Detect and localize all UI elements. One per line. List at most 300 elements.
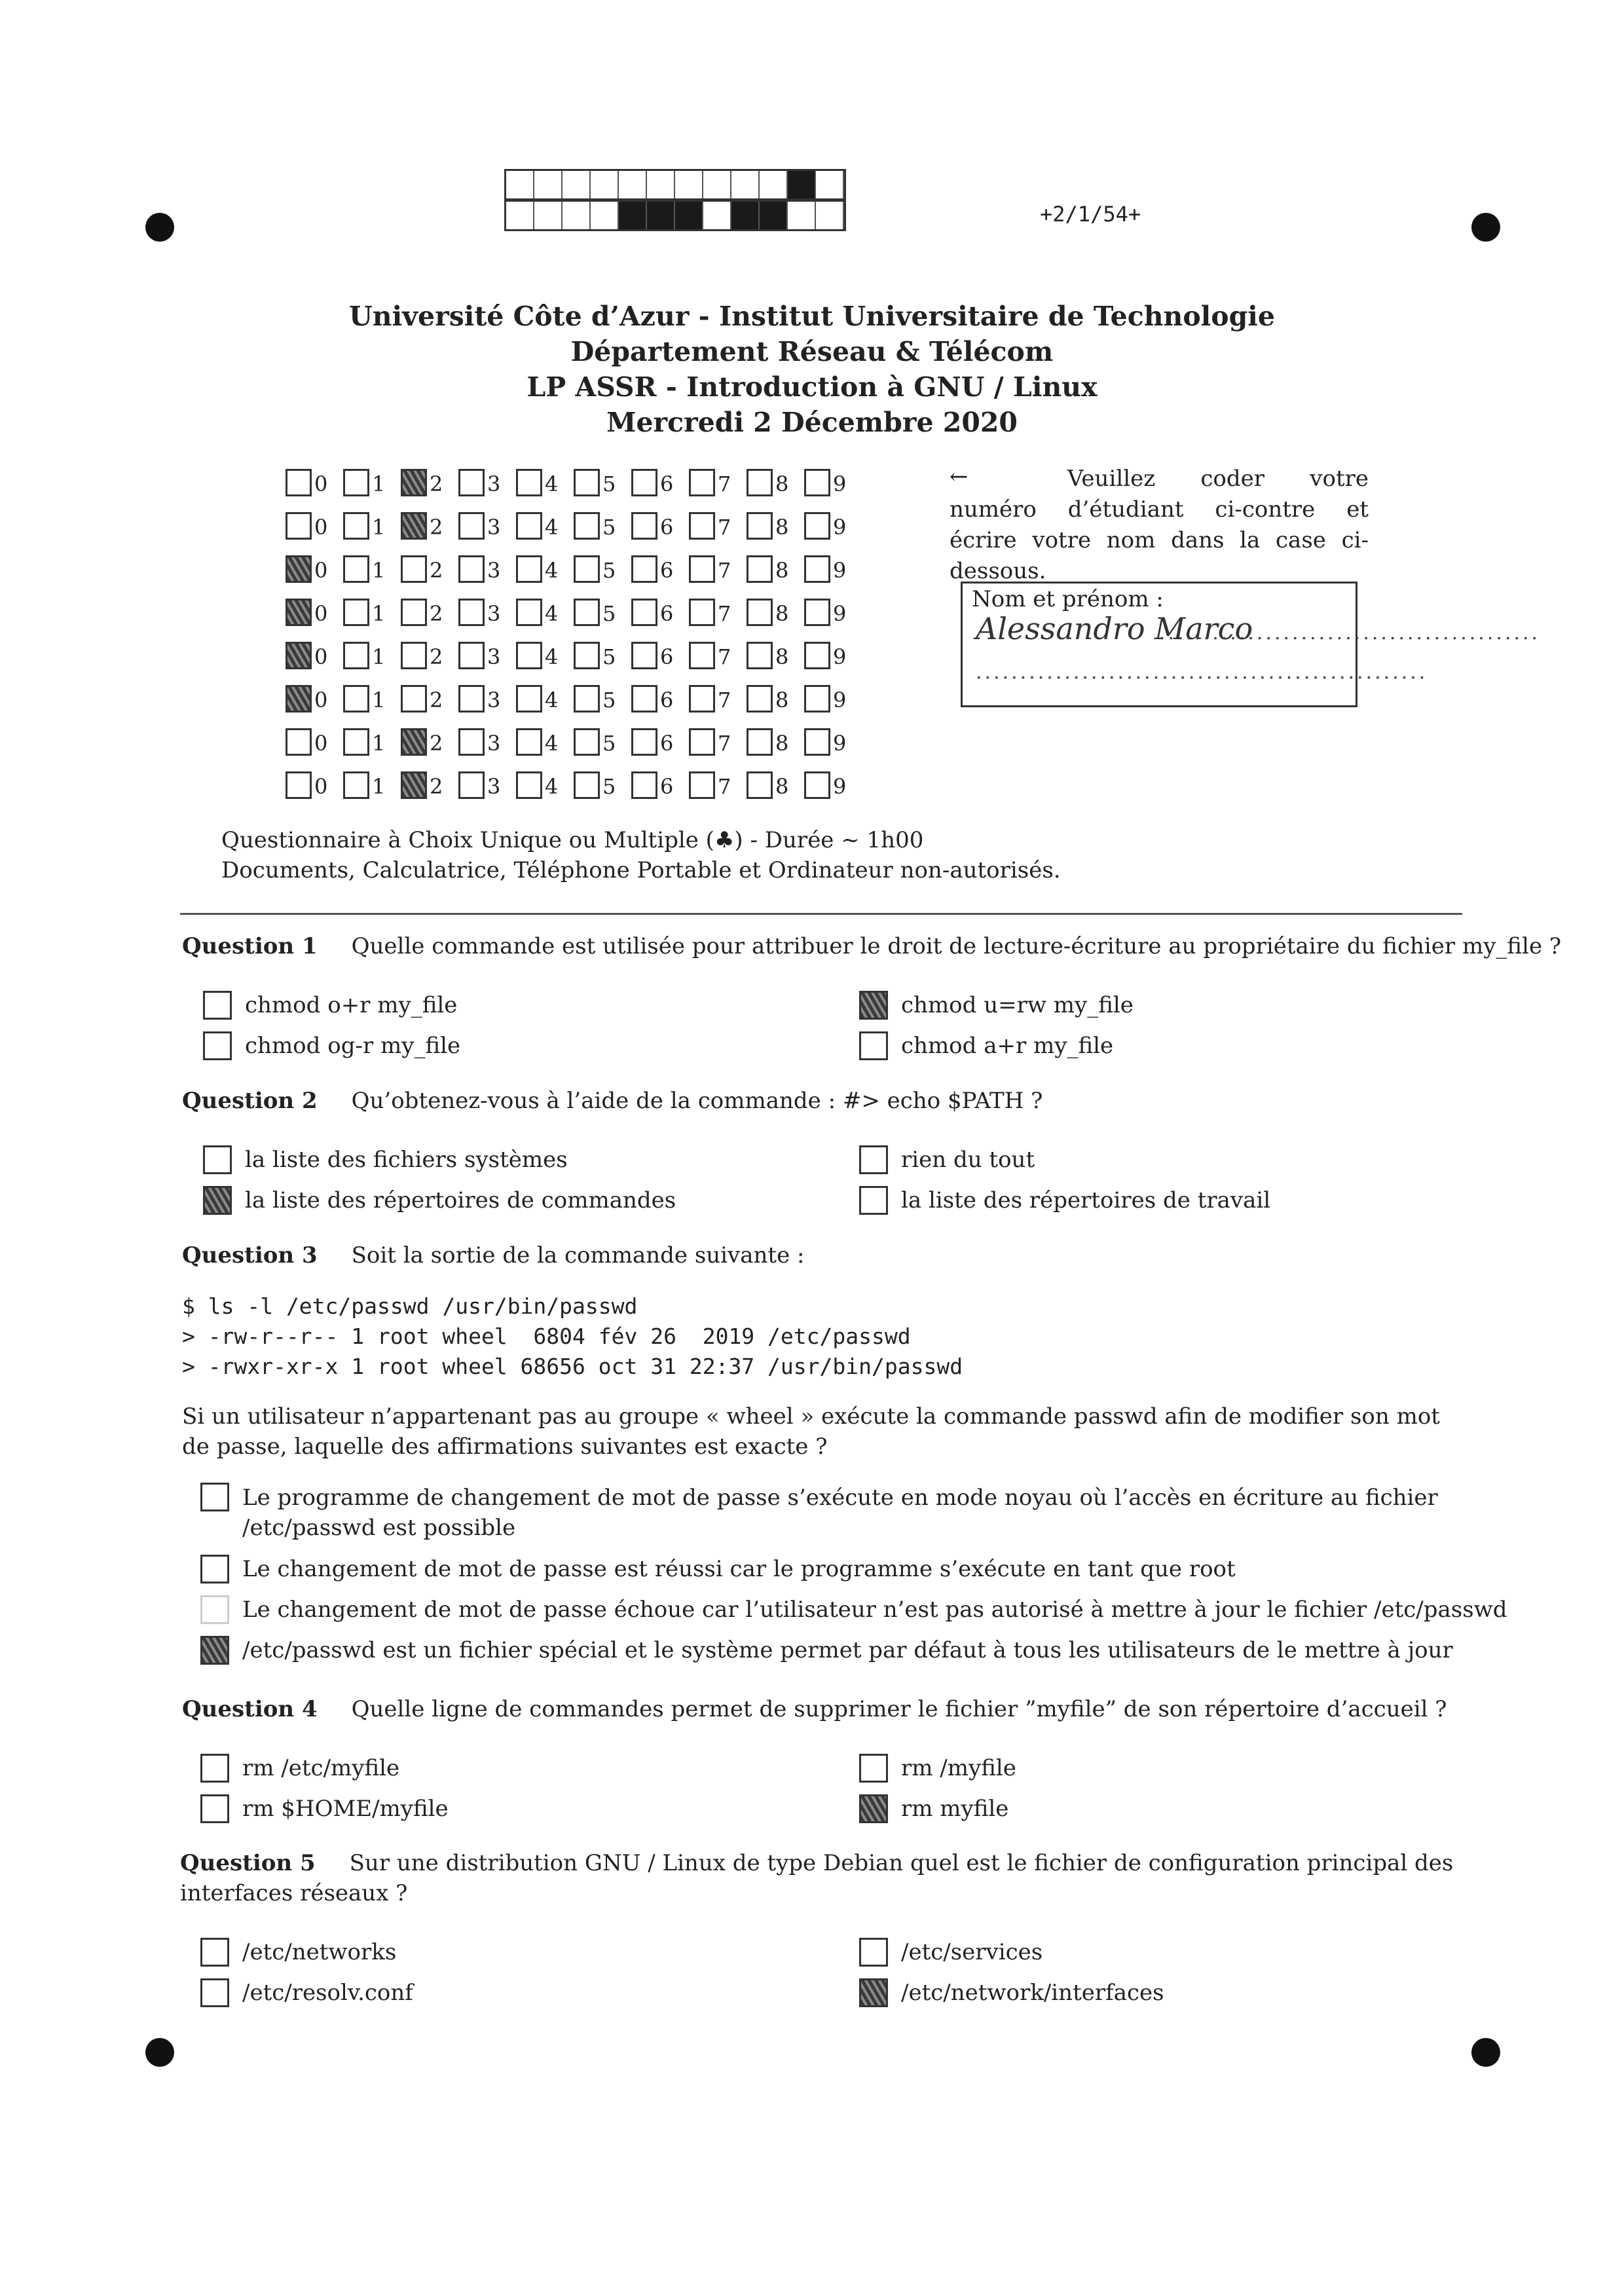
- intro-line-1: Questionnaire à Choix Unique ou Multiple (♣) - Durée ~ 1h00: [221, 827, 924, 853]
- id-digit-label: 2: [430, 688, 443, 713]
- id-checkbox[interactable]: [747, 469, 773, 496]
- id-checkbox[interactable]: [458, 728, 485, 756]
- id-checkbox[interactable]: [516, 599, 542, 626]
- id-digit-cell[interactable]: [401, 635, 458, 669]
- id-checkbox[interactable]: [343, 728, 369, 756]
- id-digit-cell[interactable]: [631, 765, 689, 799]
- id-digit-label: 1: [372, 558, 386, 583]
- q3-option-3[interactable]: [200, 1595, 1507, 1625]
- id-checkbox[interactable]: [343, 685, 369, 713]
- question-2-text: Qu’obtenez-vous à l’aide de la commande : #> echo $PATH ?: [351, 1088, 1043, 1114]
- id-digit-label: 9: [833, 515, 847, 540]
- id-digit-cell[interactable]: [689, 678, 747, 713]
- q5-option-3[interactable]: [859, 1937, 1043, 1967]
- id-digit-cell[interactable]: [401, 506, 458, 540]
- id-checkbox[interactable]: [516, 512, 542, 540]
- id-digit-label: 8: [775, 688, 789, 713]
- id-digit-label: 5: [602, 774, 616, 799]
- id-digit-cell[interactable]: [747, 765, 804, 799]
- id-digit-cell[interactable]: [574, 592, 631, 626]
- q1-option-4[interactable]: [859, 1031, 1113, 1061]
- code-line-3: > -rwxr-xr-x 1 root wheel 68656 oct 31 22:37 /usr/bin/passwd: [182, 1354, 963, 1379]
- id-digit-label: 7: [718, 644, 731, 669]
- id-digit-cell[interactable]: [516, 506, 574, 540]
- id-digit-cell[interactable]: [516, 635, 574, 669]
- id-digit-label: 1: [372, 774, 386, 799]
- barcode-top: [504, 169, 846, 200]
- id-digit-cell[interactable]: [804, 765, 862, 799]
- q5-option-4[interactable]: [859, 1978, 1164, 2008]
- id-digit-cell[interactable]: [804, 678, 862, 713]
- checkbox[interactable]: [203, 1145, 232, 1174]
- divider: [180, 913, 1462, 915]
- id-checkbox[interactable]: [747, 728, 773, 756]
- option-text: chmod og-r my_file: [245, 1033, 461, 1059]
- id-checkbox[interactable]: [516, 728, 542, 756]
- id-checkbox[interactable]: [458, 685, 485, 713]
- id-digit-cell[interactable]: [401, 592, 458, 626]
- id-digit-cell[interactable]: [286, 635, 343, 669]
- q3-option-1[interactable]: [200, 1483, 1467, 1543]
- id-digit-cell[interactable]: [401, 765, 458, 799]
- id-digit-cell[interactable]: [747, 722, 804, 756]
- id-digit-label: 8: [775, 644, 789, 669]
- option-text: rien du tout: [901, 1147, 1035, 1173]
- id-digit-cell[interactable]: [689, 635, 747, 669]
- id-digit-label: 3: [487, 774, 501, 799]
- option-text: Le changement de mot de passe échoue car l’utilisateur n’est pas autorisé à mettre à jour le fichier /etc/passwd: [242, 1597, 1507, 1623]
- checkbox[interactable]: [859, 1938, 888, 1967]
- id-row-2: [286, 506, 862, 540]
- id-checkbox[interactable]: [343, 469, 369, 496]
- id-checkbox[interactable]: [747, 642, 773, 669]
- id-checkbox[interactable]: [631, 599, 657, 626]
- registration-mark-bottom-left: [145, 2038, 174, 2067]
- id-checkbox[interactable]: [631, 512, 657, 540]
- id-checkbox[interactable]: [631, 728, 657, 756]
- id-digit-label: 9: [833, 644, 847, 669]
- id-digit-cell[interactable]: [286, 549, 343, 583]
- question-2: [182, 1086, 1043, 1116]
- id-checkbox[interactable]: [747, 685, 773, 713]
- id-checkbox[interactable]: [458, 599, 485, 626]
- id-checkbox[interactable]: [401, 555, 427, 583]
- id-checkbox[interactable]: [631, 685, 657, 713]
- id-row-3: [286, 549, 862, 583]
- checkbox[interactable]: [859, 1186, 888, 1215]
- q1-option-1[interactable]: [203, 990, 457, 1020]
- id-digit-cell[interactable]: [804, 635, 862, 669]
- id-digit-cell[interactable]: [343, 506, 401, 540]
- id-checkbox[interactable]: [574, 512, 600, 540]
- id-digit-label: 3: [487, 601, 501, 626]
- id-digit-cell[interactable]: [804, 592, 862, 626]
- question-5: [180, 1848, 1465, 1908]
- name-box: [961, 582, 1541, 707]
- id-checkbox[interactable]: [689, 642, 715, 669]
- id-digit-label: 4: [545, 515, 559, 540]
- id-checkbox[interactable]: [804, 642, 830, 669]
- checkbox[interactable]: [203, 991, 232, 1020]
- id-digit-label: 3: [487, 731, 501, 756]
- id-digit-cell[interactable]: [286, 678, 343, 713]
- checkbox[interactable]: [200, 1978, 229, 2007]
- id-digit-label: 6: [660, 774, 674, 799]
- id-digit-label: 7: [718, 688, 731, 713]
- id-checkbox[interactable]: [286, 469, 312, 496]
- id-digit-cell[interactable]: [631, 678, 689, 713]
- id-digit-cell[interactable]: [631, 462, 689, 496]
- id-checkbox[interactable]: [804, 555, 830, 583]
- id-checkbox[interactable]: [631, 642, 657, 669]
- id-digit-label: 4: [545, 472, 559, 496]
- id-digit-cell[interactable]: [689, 462, 747, 496]
- id-digit-label: 2: [430, 472, 443, 496]
- id-checkbox[interactable]: [574, 555, 600, 583]
- checkbox[interactable]: [859, 1754, 888, 1783]
- id-checkbox[interactable]: [516, 469, 542, 496]
- id-checkbox-checked[interactable]: [286, 599, 312, 626]
- q2-option-2[interactable]: [203, 1185, 676, 1215]
- id-checkbox[interactable]: [574, 599, 600, 626]
- id-checkbox[interactable]: [401, 642, 427, 669]
- id-digit-cell[interactable]: [401, 462, 458, 496]
- option-text: chmod a+r my_file: [901, 1033, 1114, 1059]
- id-digit-cell[interactable]: [343, 722, 401, 756]
- question-4-text: Quelle ligne de commandes permet de supprimer le fichier ”myfile” de son répertoire d’accueil ?: [351, 1696, 1447, 1722]
- id-checkbox[interactable]: [286, 771, 312, 799]
- id-digit-cell[interactable]: [343, 765, 401, 799]
- id-digit-label: 3: [487, 515, 501, 540]
- id-digit-cell[interactable]: [574, 462, 631, 496]
- id-digit-cell[interactable]: [574, 765, 631, 799]
- question-1-label: Question 1: [182, 933, 318, 959]
- question-3-prompt: Si un utilisateur n’appartenant pas au groupe « wheel » exécute la commande passwd afin de modifier son mot de passe, laquelle des affirmations suivantes est exacte ?: [182, 1403, 1440, 1460]
- id-checkbox[interactable]: [458, 642, 485, 669]
- id-checkbox[interactable]: [401, 685, 427, 713]
- q5-option-2[interactable]: [200, 1978, 413, 2008]
- id-digit-label: 8: [775, 472, 789, 496]
- id-digit-label: 7: [718, 731, 731, 756]
- id-digit-cell[interactable]: [286, 722, 343, 756]
- id-checkbox[interactable]: [458, 771, 485, 799]
- id-digit-cell[interactable]: [343, 549, 401, 583]
- id-checkbox[interactable]: [804, 728, 830, 756]
- q2-option-1[interactable]: [203, 1145, 568, 1175]
- option-text: /etc/networks: [242, 1939, 397, 1965]
- id-digit-cell[interactable]: [343, 592, 401, 626]
- id-row-1: [286, 462, 862, 496]
- checkbox[interactable]: [859, 1145, 888, 1174]
- id-digit-cell[interactable]: [343, 678, 401, 713]
- id-checkbox-checked[interactable]: [286, 685, 312, 713]
- id-digit-label: 4: [545, 731, 559, 756]
- id-checkbox[interactable]: [689, 685, 715, 713]
- id-digit-cell[interactable]: [804, 549, 862, 583]
- id-checkbox-checked[interactable]: [401, 512, 427, 540]
- id-digit-label: 4: [545, 774, 559, 799]
- header-university: Université Côte d’Azur - Institut Universitaire de Technologie: [349, 301, 1275, 332]
- id-digit-label: 9: [833, 472, 847, 496]
- id-checkbox[interactable]: [343, 512, 369, 540]
- id-digit-label: 5: [602, 601, 616, 626]
- checkbox[interactable]: [200, 1794, 229, 1823]
- id-checkbox[interactable]: [516, 555, 542, 583]
- id-digit-label: 2: [430, 774, 443, 799]
- id-digit-cell[interactable]: [631, 506, 689, 540]
- id-checkbox[interactable]: [689, 469, 715, 496]
- id-checkbox[interactable]: [343, 642, 369, 669]
- id-digit-cell[interactable]: [804, 506, 862, 540]
- id-digit-cell[interactable]: [804, 722, 862, 756]
- id-checkbox-checked[interactable]: [401, 469, 427, 496]
- id-digit-cell[interactable]: [747, 678, 804, 713]
- id-digit-cell[interactable]: [747, 592, 804, 626]
- id-digit-cell[interactable]: [516, 549, 574, 583]
- id-digit-cell[interactable]: [516, 462, 574, 496]
- id-checkbox[interactable]: [286, 728, 312, 756]
- id-checkbox[interactable]: [689, 771, 715, 799]
- option-text: chmod u=rw my_file: [901, 992, 1134, 1018]
- id-checkbox-checked[interactable]: [401, 728, 427, 756]
- id-digit-label: 6: [660, 644, 674, 669]
- checkbox-checked[interactable]: [859, 1978, 888, 2007]
- checkbox[interactable]: [859, 1031, 888, 1060]
- id-digit-cell[interactable]: [747, 506, 804, 540]
- id-digit-cell[interactable]: [286, 462, 343, 496]
- id-digit-cell[interactable]: [747, 635, 804, 669]
- question-4-label: Question 4: [182, 1696, 318, 1722]
- checkbox-checked[interactable]: [859, 1794, 888, 1823]
- id-checkbox[interactable]: [689, 555, 715, 583]
- q4-option-2[interactable]: [200, 1794, 449, 1824]
- id-digit-cell[interactable]: [689, 549, 747, 583]
- id-digit-cell[interactable]: [631, 722, 689, 756]
- id-digit-label: 8: [775, 601, 789, 626]
- id-digit-label: 3: [487, 558, 501, 583]
- id-digit-label: 4: [545, 558, 559, 583]
- id-digit-cell[interactable]: [631, 635, 689, 669]
- checkbox[interactable]: [200, 1483, 229, 1511]
- id-checkbox-checked[interactable]: [286, 642, 312, 669]
- id-checkbox[interactable]: [401, 599, 427, 626]
- id-checkbox[interactable]: [343, 599, 369, 626]
- registration-mark-top-right: [1471, 213, 1500, 242]
- id-checkbox[interactable]: [804, 512, 830, 540]
- id-digit-cell[interactable]: [747, 462, 804, 496]
- id-digit-label: 2: [430, 601, 443, 626]
- id-digit-cell[interactable]: [458, 635, 516, 669]
- checkbox-checked[interactable]: [203, 1186, 232, 1215]
- id-checkbox[interactable]: [516, 771, 542, 799]
- id-digit-label: 4: [545, 601, 559, 626]
- id-digit-cell[interactable]: [401, 722, 458, 756]
- id-checkbox[interactable]: [574, 642, 600, 669]
- id-digit-label: 5: [602, 688, 616, 713]
- id-digit-cell[interactable]: [458, 462, 516, 496]
- question-5-label: Question 5: [180, 1850, 316, 1876]
- id-digit-label: 7: [718, 558, 731, 583]
- id-digit-cell[interactable]: [286, 592, 343, 626]
- id-digit-label: 7: [718, 774, 731, 799]
- id-digit-cell[interactable]: [286, 506, 343, 540]
- id-checkbox[interactable]: [574, 728, 600, 756]
- id-digit-cell[interactable]: [343, 635, 401, 669]
- checkbox[interactable]: [200, 1754, 229, 1783]
- checkbox-checked[interactable]: [200, 1636, 229, 1665]
- checkbox[interactable]: [203, 1031, 232, 1060]
- id-digit-cell[interactable]: [574, 635, 631, 669]
- question-3-text: Soit la sortie de la commande suivante :: [351, 1242, 805, 1268]
- id-checkbox[interactable]: [574, 685, 600, 713]
- id-digit-cell[interactable]: [516, 722, 574, 756]
- header-date: Mercredi 2 Décembre 2020: [606, 407, 1018, 438]
- id-checkbox[interactable]: [747, 599, 773, 626]
- q4-option-1[interactable]: [200, 1753, 399, 1783]
- id-digit-label: 1: [372, 731, 386, 756]
- id-digit-cell[interactable]: [343, 462, 401, 496]
- id-digit-label: 1: [372, 644, 386, 669]
- id-digit-cell[interactable]: [458, 722, 516, 756]
- id-checkbox[interactable]: [804, 469, 830, 496]
- id-digit-label: 5: [602, 558, 616, 583]
- q2-option-3[interactable]: [859, 1145, 1035, 1175]
- id-digit-cell[interactable]: [401, 549, 458, 583]
- option-text: /etc/resolv.conf: [242, 1980, 413, 2006]
- id-checkbox-checked[interactable]: [286, 555, 312, 583]
- id-digit-label: 8: [775, 515, 789, 540]
- id-checkbox[interactable]: [458, 555, 485, 583]
- id-checkbox[interactable]: [804, 685, 830, 713]
- id-digit-cell[interactable]: [574, 678, 631, 713]
- id-digit-cell[interactable]: [574, 549, 631, 583]
- id-checkbox[interactable]: [747, 771, 773, 799]
- id-digit-label: 4: [545, 644, 559, 669]
- id-checkbox[interactable]: [747, 555, 773, 583]
- id-row-5: [286, 635, 862, 669]
- id-row-8: [286, 765, 862, 799]
- id-digit-cell[interactable]: [689, 506, 747, 540]
- id-checkbox[interactable]: [631, 771, 657, 799]
- id-digit-cell[interactable]: [574, 722, 631, 756]
- id-digit-label: 8: [775, 731, 789, 756]
- checkbox[interactable]: [200, 1595, 229, 1624]
- id-digit-label: 9: [833, 774, 847, 799]
- option-text: /etc/network/interfaces: [901, 1980, 1164, 2006]
- id-digit-cell[interactable]: [458, 506, 516, 540]
- id-digit-label: 0: [314, 731, 328, 756]
- id-instruction: [950, 464, 1369, 587]
- q1-option-2[interactable]: [203, 1031, 460, 1061]
- question-2-label: Question 2: [182, 1088, 318, 1114]
- name-dots-1: ...........................................: [1159, 621, 1541, 644]
- checkbox[interactable]: [200, 1938, 229, 1967]
- id-digit-label: 3: [487, 472, 501, 496]
- registration-mark-bottom-right: [1471, 2038, 1500, 2067]
- id-digit-cell[interactable]: [458, 678, 516, 713]
- id-digit-cell[interactable]: [458, 592, 516, 626]
- id-checkbox[interactable]: [574, 469, 600, 496]
- q3-option-2[interactable]: [200, 1554, 1236, 1584]
- id-digit-cell[interactable]: [689, 722, 747, 756]
- id-checkbox[interactable]: [343, 771, 369, 799]
- id-checkbox-checked[interactable]: [401, 771, 427, 799]
- id-checkbox[interactable]: [689, 512, 715, 540]
- checkbox-checked[interactable]: [859, 991, 888, 1020]
- id-checkbox[interactable]: [804, 771, 830, 799]
- name-label: Nom et prénom :: [972, 586, 1164, 612]
- id-checkbox[interactable]: [689, 599, 715, 626]
- id-digit-label: 5: [602, 731, 616, 756]
- id-checkbox[interactable]: [631, 555, 657, 583]
- id-digit-label: 9: [833, 688, 847, 713]
- option-text: rm /etc/myfile: [242, 1755, 400, 1781]
- id-digit-cell[interactable]: [516, 678, 574, 713]
- id-digit-cell[interactable]: [516, 592, 574, 626]
- option-text: rm /myfile: [901, 1755, 1016, 1781]
- id-digit-label: 0: [314, 601, 328, 626]
- id-checkbox[interactable]: [458, 512, 485, 540]
- option-text: la liste des fichiers systèmes: [245, 1147, 568, 1173]
- id-digit-cell[interactable]: [574, 506, 631, 540]
- q1-option-3[interactable]: [859, 990, 1134, 1020]
- id-digit-cell[interactable]: [516, 765, 574, 799]
- id-digit-cell[interactable]: [631, 549, 689, 583]
- q4-option-3[interactable]: [859, 1753, 1016, 1783]
- id-checkbox[interactable]: [689, 728, 715, 756]
- id-digit-label: 0: [314, 515, 328, 540]
- id-digit-label: 0: [314, 558, 328, 583]
- id-digit-label: 2: [430, 558, 443, 583]
- id-digit-label: 6: [660, 601, 674, 626]
- id-digit-cell[interactable]: [804, 462, 862, 496]
- id-digit-cell[interactable]: [689, 592, 747, 626]
- id-digit-label: 4: [545, 688, 559, 713]
- id-digit-label: 6: [660, 515, 674, 540]
- q5-option-1[interactable]: [200, 1937, 396, 1967]
- id-checkbox[interactable]: [804, 599, 830, 626]
- question-3-label: Question 3: [182, 1242, 318, 1268]
- id-checkbox[interactable]: [343, 555, 369, 583]
- id-digit-label: 6: [660, 558, 674, 583]
- q4-option-4[interactable]: [859, 1794, 1008, 1824]
- id-checkbox[interactable]: [286, 512, 312, 540]
- id-digit-cell[interactable]: [401, 678, 458, 713]
- id-checkbox[interactable]: [631, 469, 657, 496]
- id-checkbox[interactable]: [516, 642, 542, 669]
- id-checkbox[interactable]: [516, 685, 542, 713]
- registration-mark-top-left: [145, 213, 174, 242]
- id-checkbox[interactable]: [574, 771, 600, 799]
- id-digit-cell[interactable]: [689, 765, 747, 799]
- id-digit-cell[interactable]: [458, 765, 516, 799]
- id-checkbox[interactable]: [458, 469, 485, 496]
- id-digit-cell[interactable]: [458, 549, 516, 583]
- id-digit-label: 0: [314, 644, 328, 669]
- q3-option-4[interactable]: [200, 1635, 1453, 1665]
- id-digit-cell[interactable]: [631, 592, 689, 626]
- id-checkbox[interactable]: [747, 512, 773, 540]
- option-text: /etc/passwd est un fichier spécial et le système permet par défaut à tous les utilisateurs de le mettre à jour: [242, 1637, 1453, 1663]
- id-digit-label: 2: [430, 731, 443, 756]
- id-digit-label: 1: [372, 515, 386, 540]
- q2-option-4[interactable]: [859, 1185, 1270, 1215]
- option-text: chmod o+r my_file: [245, 992, 458, 1018]
- id-digit-cell[interactable]: [747, 549, 804, 583]
- checkbox[interactable]: [200, 1555, 229, 1583]
- id-digit-cell[interactable]: [286, 765, 343, 799]
- question-4: [182, 1694, 1447, 1724]
